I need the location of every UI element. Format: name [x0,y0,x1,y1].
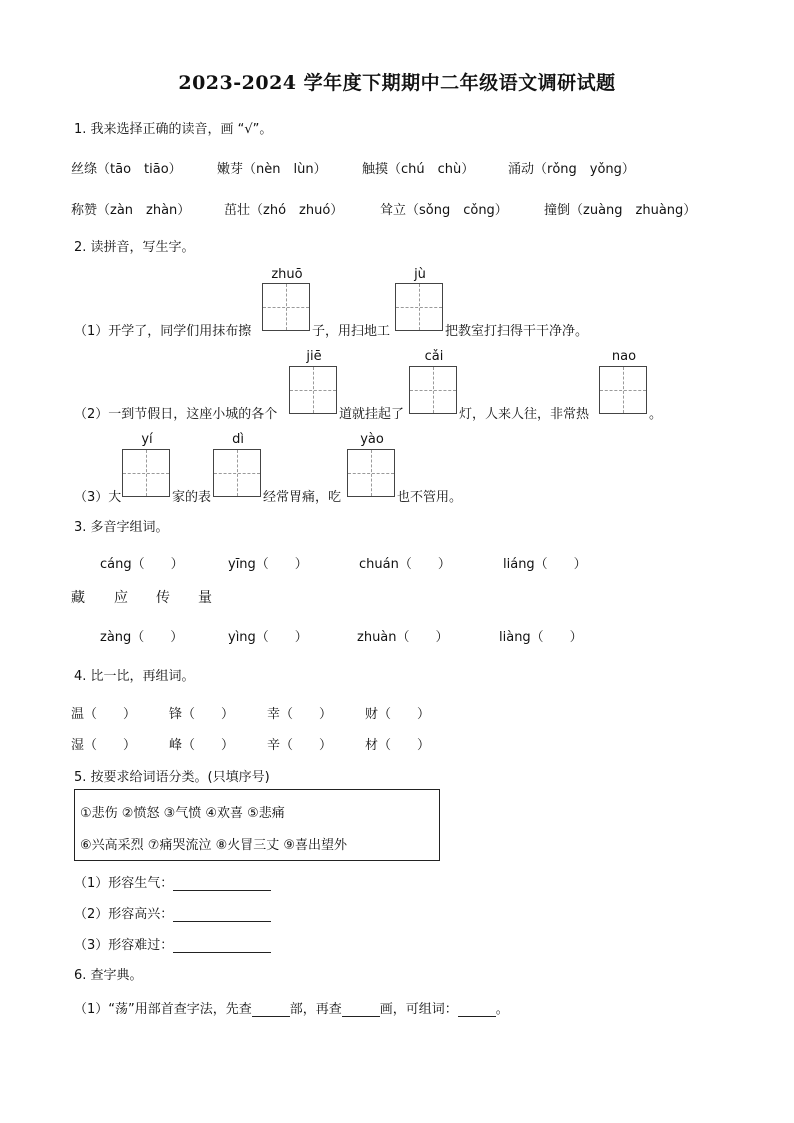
q2-text: （2）一到节假日，这座小城的各个 [74,407,278,422]
q4-item: 峰（ ） [169,738,235,753]
q3-item: liáng（ ） [503,557,587,572]
q1-item: 触摸（chú chù） [362,162,475,177]
q2-stem: 2. 读拼音，写生字。 [74,240,195,255]
q4-item: 温（ ） [71,707,137,722]
q2-text: 家的表 [172,490,212,505]
writing-grid-box[interactable] [599,366,647,414]
pinyin-label: yí [141,432,153,447]
q3-item: yīng（ ） [228,557,308,572]
q3-char: 量 [198,590,212,606]
q1-item: 丝绦（tāo tiāo） [71,162,182,177]
writing-grid-box[interactable] [289,366,337,414]
q2-text: 也不管用。 [397,490,463,505]
word-bank-line: ①悲伤 ②愤怒 ③气愤 ④欢喜 ⑤悲痛 [80,806,285,821]
q5-item [74,872,271,891]
q2-text: 灯，人来人往，非常热 [459,407,590,422]
q3-item: cáng（ ） [100,557,184,572]
q4-stem: 4. 比一比，再组词。 [74,669,195,684]
pinyin-label: dì [232,432,244,447]
q1-item: 称赞（zàn zhàn） [71,203,191,218]
answer-blank[interactable] [342,1002,380,1017]
q3-item: yìng（ ） [228,630,308,645]
q3-stem: 3. 多音字组词。 [74,520,169,535]
q1-stem: 1. 我来选择正确的读音，画 “√”。 [74,122,273,137]
q3-char: 藏 [71,590,85,606]
pinyin-label: zhuō [271,267,303,282]
writing-grid-box[interactable] [395,283,443,331]
pinyin-label: jù [414,267,426,282]
q1-item: 嫩芽（nèn lùn） [217,162,327,177]
q5-stem: 5. 按要求给词语分类。(只填序号) [74,770,270,785]
writing-grid-box[interactable] [347,449,395,497]
writing-grid-box[interactable] [409,366,457,414]
answer-blank[interactable] [173,876,271,891]
q4-item: 湿（ ） [71,738,137,753]
q5-item [74,903,271,922]
pinyin-label: nao [611,349,637,364]
q3-item: zàng（ ） [100,630,184,645]
writing-grid-box[interactable] [122,449,170,497]
q4-item: 财（ ） [365,707,431,722]
q5-item-label: （1）形容生气： [74,876,174,891]
q6-text: 画，可组词： [379,1002,458,1017]
pinyin-label: jiē [306,349,322,364]
q3-char: 传 [156,590,170,606]
q2-text: 子，用扫地工 [312,324,391,339]
q1-item: 涌动（rǒng yǒng） [508,162,635,177]
q3-char: 应 [114,590,128,606]
pinyin-label: yào [360,432,384,447]
q2-text: 。 [649,407,663,422]
word-bank-line: ⑥兴高采烈 ⑦痛哭流泣 ⑧火冒三丈 ⑨喜出望外 [80,838,348,853]
q6-text: 。 [495,1002,509,1017]
q5-item-label: （2）形容高兴： [74,907,174,922]
q3-item: zhuàn（ ） [357,630,449,645]
answer-blank[interactable] [458,1002,496,1017]
answer-blank[interactable] [173,907,271,922]
q6-item [74,998,509,1017]
q4-item: 幸（ ） [267,707,333,722]
q5-item-label: （3）形容难过： [74,938,174,953]
q4-item: 材（ ） [365,738,431,753]
q3-item: liàng（ ） [499,630,583,645]
q2-text: 把教室打扫得干干净净。 [445,324,589,339]
q1-item: 耸立（sǒng cǒng） [380,203,508,218]
q2-text: 道就挂起了 [339,407,405,422]
writing-grid-box[interactable] [213,449,261,497]
q1-item: 撞倒（zuàng zhuàng） [544,203,697,218]
pinyin-label: cǎi [424,349,444,364]
q6-stem: 6. 查字典。 [74,968,143,983]
q6-text: 部，再查 [289,1002,342,1017]
q4-item: 锋（ ） [169,707,235,722]
q4-item: 辛（ ） [267,738,333,753]
q3-item: chuán（ ） [359,557,451,572]
q2-text: （3）大 [74,490,122,505]
writing-grid-box[interactable] [262,283,310,331]
q2-text: （1）开学了，同学们用抹布擦 [74,324,252,339]
answer-blank[interactable] [173,938,271,953]
q2-text: 经常胃痛，吃 [263,490,342,505]
page-title: 2023-2024 学年度下期期中二年级语文调研试题 [178,72,616,94]
q5-item [74,934,271,953]
q1-item: 茁壮（zhó zhuó） [224,203,344,218]
answer-blank[interactable] [252,1002,290,1017]
q6-text: （1）“荡”用部首查字法，先查 [74,1002,252,1017]
